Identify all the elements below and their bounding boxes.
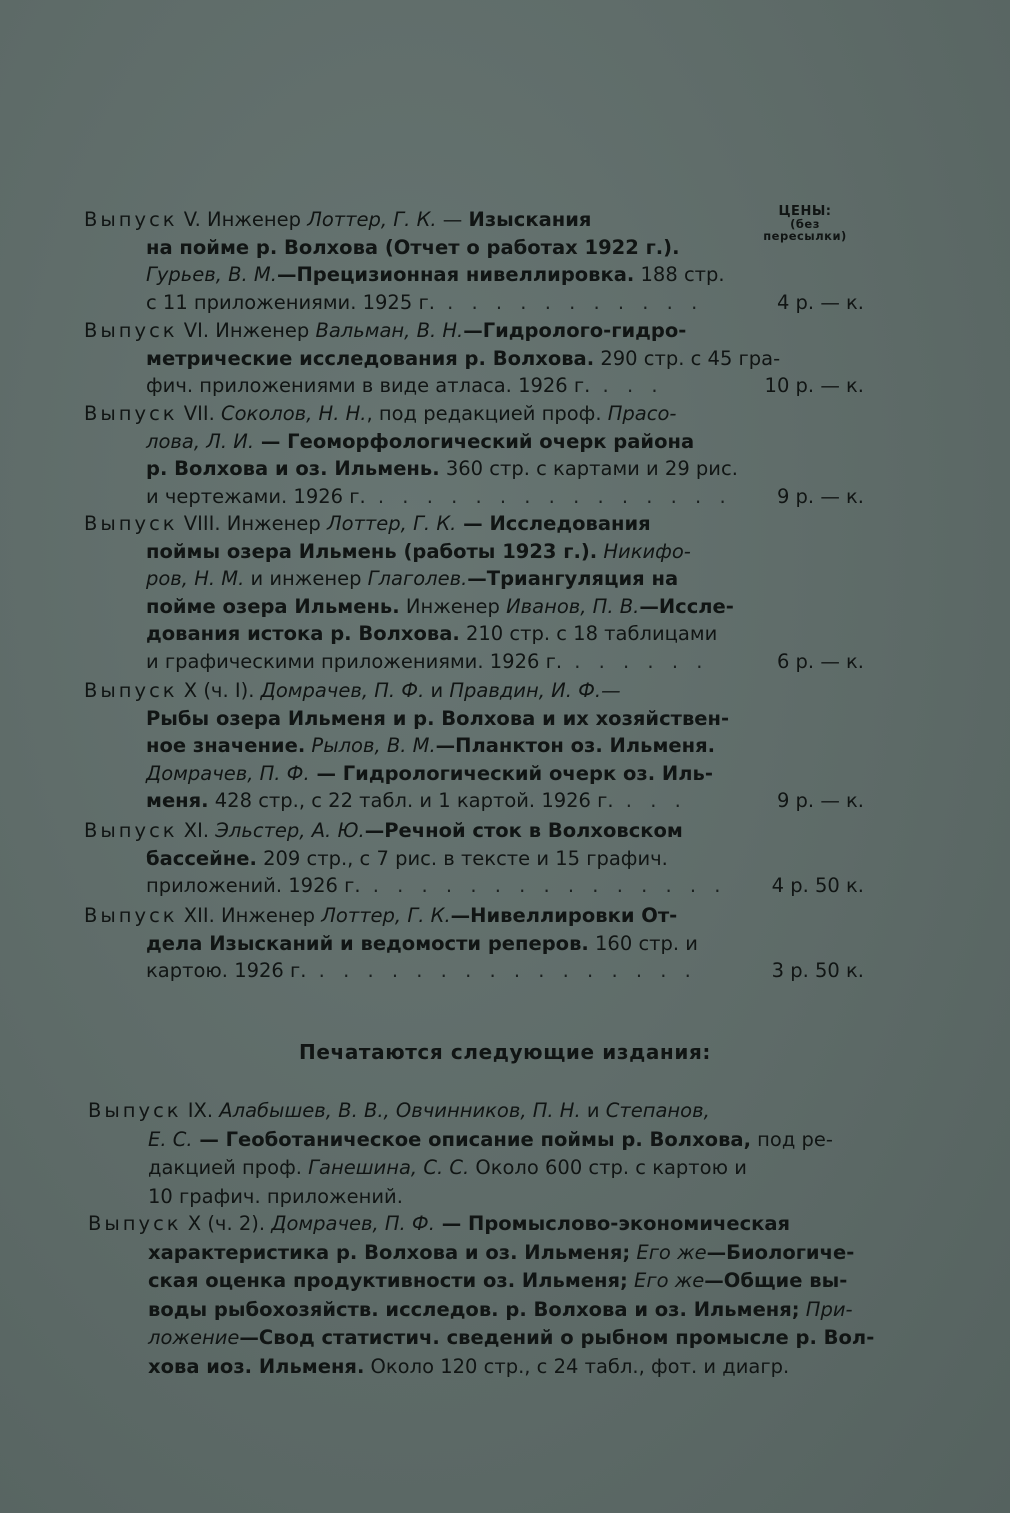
title: р. Волхова и оз. Ильмень. xyxy=(146,457,440,480)
author: Правдин, И. Ф.— xyxy=(449,679,621,702)
author: Никифо- xyxy=(597,539,691,563)
author: Домрачев, П. Ф. xyxy=(271,1212,435,1235)
entry-issue-xi xyxy=(84,817,874,900)
issue-number: VI. Инженер xyxy=(177,319,316,342)
title: воды рыбохозяйств. исследов. р. Волхова и оз. Ильменя; xyxy=(148,1297,800,1321)
entry-issue-v xyxy=(84,206,874,316)
title: на пойме р. Волхова (Отчет о работах 1922 г.). xyxy=(146,235,680,259)
author: ложение xyxy=(148,1326,240,1349)
description: и xyxy=(424,679,450,702)
title: —Речной сток в Волховском xyxy=(364,819,683,842)
description: Инженер xyxy=(399,594,507,618)
leader-dots: . . . . . . . . . . . xyxy=(434,290,704,314)
author: ров, Н. М. xyxy=(146,567,245,590)
price: 10 р. — к. xyxy=(764,374,864,397)
title: —Свод статистич. сведений о рыбном промысле р. Вол- xyxy=(239,1326,875,1349)
issue-label: Выпуск xyxy=(84,402,178,425)
prices-header-line3: пересылки) xyxy=(763,229,847,243)
author: Гурьев, В. М. xyxy=(146,263,277,286)
title: характеристика р. Волхова и оз. Ильменя; xyxy=(148,1240,631,1264)
issue-number: XI. xyxy=(177,819,216,842)
author: Прасо- xyxy=(607,402,677,425)
author: Алабышев, В. В., Овчинников, П. Н. xyxy=(219,1099,581,1122)
description: дакцией проф. xyxy=(148,1156,309,1179)
description: 209 стр., с 7 рис. в тексте и 15 графич. xyxy=(256,846,668,870)
issue-number: IX. xyxy=(181,1099,220,1122)
issue-number: XII. Инженер xyxy=(177,904,322,927)
description: 360 стр. с картами и 29 рис. xyxy=(439,457,738,480)
description: с 11 приложениями. 1925 г. xyxy=(146,290,435,314)
issue-label: Выпуск xyxy=(84,819,178,842)
price: 4 р. — к. xyxy=(776,290,864,314)
issue-label: Выпуск xyxy=(84,904,178,927)
entry-issue-vi xyxy=(84,317,874,400)
author: Эльстер, А. Ю. xyxy=(215,819,365,842)
author: Его же xyxy=(627,1269,705,1292)
leader-dots: . . . xyxy=(613,789,687,812)
issue-number: VII. xyxy=(177,402,221,425)
author: Его же xyxy=(630,1240,707,1264)
title: пойме озера Ильмень. xyxy=(146,594,400,618)
description: картою. 1926 г. xyxy=(146,959,307,982)
price: 4 р. 50 к. xyxy=(771,874,864,897)
title: — Исследования xyxy=(456,512,651,535)
prices-header-line2: (без xyxy=(790,217,820,231)
title: дела Изысканий и ведомости реперов. xyxy=(146,931,589,955)
description: Около 600 стр. с картою и xyxy=(469,1156,747,1179)
title: Изыскания xyxy=(468,208,592,231)
issue-label: Выпуск xyxy=(84,319,178,342)
title: —Триангуляция на xyxy=(467,567,679,590)
title: дования истока р. Волхова. xyxy=(146,622,460,645)
leader-dots: . . . . . . . . . . . . . . . xyxy=(365,484,732,508)
author: При- xyxy=(799,1297,853,1321)
author: Рылов, В. М. xyxy=(305,734,436,757)
title: ская оценка продуктивности оз. Ильменя; xyxy=(148,1269,628,1292)
author: Домрачев, П. Ф. xyxy=(260,679,425,702)
title: — Геоботаническое описание поймы р. Волхова, xyxy=(192,1127,751,1151)
price: 3 р. 50 к. xyxy=(771,959,864,982)
description: 210 стр. с 18 таблицами xyxy=(459,622,718,645)
issue-number: V. Инженер xyxy=(177,208,308,231)
description: , под редакцией проф. xyxy=(366,402,608,425)
title: —Общие вы- xyxy=(704,1269,848,1292)
leader-dots: . . . . . . . . . . . . . . . . xyxy=(306,959,697,982)
author: Вальман, В. Н. xyxy=(315,319,464,342)
entry-issue-vii xyxy=(84,400,874,510)
issue-label: Выпуск xyxy=(84,208,178,231)
title: метрические исследования р. Волхова. xyxy=(146,346,595,370)
description: и инженер xyxy=(244,567,368,590)
description: Около 120 стр., с 24 табл., фот. и диагр. xyxy=(364,1354,790,1378)
leader-dots: . . . . . . . . . . . . . . . xyxy=(360,874,727,897)
description: и графическими приложениями. 1926 г. xyxy=(146,649,563,673)
description: 10 графич. приложений. xyxy=(148,1184,403,1208)
leader-dots: . . . xyxy=(590,374,664,397)
title: Рыбы озера Ильменя и р. Волхова и их хозяйствен- xyxy=(146,706,730,730)
author: Домрачев, П. Ф. xyxy=(146,761,310,785)
author: Ганешина, С. С. xyxy=(308,1156,470,1179)
title: — Гидрологический очерк оз. Иль- xyxy=(309,761,713,785)
description: 428 стр., с 22 табл. и 1 картой. 1926 г. xyxy=(208,789,614,812)
author: лова, Л. И. xyxy=(146,429,255,453)
author: Глаголев. xyxy=(367,567,468,590)
title: — Геоморфологический очерк района xyxy=(254,429,695,453)
price: 9 р. — к. xyxy=(776,789,864,812)
dash: — xyxy=(436,208,469,231)
author: Е. С. xyxy=(148,1127,193,1151)
description: приложений. 1926 г. xyxy=(146,874,361,897)
title: —Гидролого-гидро- xyxy=(463,319,687,342)
description: и чертежами. 1926 г. xyxy=(146,484,366,508)
upcoming-issue-ix xyxy=(88,1097,868,1211)
author: Лоттер, Г. К. xyxy=(326,512,457,535)
title: —Нивеллировки От- xyxy=(450,904,678,927)
issue-label: Выпуск xyxy=(88,1212,182,1235)
author: Соколов, Н. Н. xyxy=(221,402,367,425)
issue-label: Выпуск xyxy=(84,512,178,535)
issue-number: X (ч. 2). xyxy=(181,1212,272,1235)
author: Лоттер, Г. К. xyxy=(321,904,451,927)
title: —Планктон оз. Ильменя. xyxy=(435,734,716,757)
issue-number: X (ч. I). xyxy=(177,679,261,702)
title: —Биологиче- xyxy=(706,1240,855,1264)
issue-label: Выпуск xyxy=(84,679,178,702)
description: под ре- xyxy=(750,1127,833,1151)
price: 6 р. — к. xyxy=(776,649,864,673)
entry-issue-x-part1 xyxy=(84,677,874,815)
title: хова иоз. Ильменя. xyxy=(148,1354,365,1378)
description: и xyxy=(580,1099,606,1122)
title: бассейне. xyxy=(146,846,257,870)
description: фич. приложениями в виде атласа. 1926 г. xyxy=(146,374,591,397)
author: Лоттер, Г. К. xyxy=(307,208,437,231)
title: поймы озера Ильмень (работы 1923 г.). xyxy=(146,539,598,563)
description: 188 стр. xyxy=(634,263,725,286)
price: 9 р. — к. xyxy=(776,484,864,508)
title: —Иссле- xyxy=(639,594,734,618)
author: Иванов, П. В. xyxy=(506,594,640,618)
issue-number: VIII. Инженер xyxy=(177,512,327,535)
description: 160 стр. и xyxy=(588,931,698,955)
description: 290 стр. с 45 гра- xyxy=(594,346,781,370)
entry-issue-xii xyxy=(84,902,874,985)
title: ное значение. xyxy=(146,734,306,757)
issue-label: Выпуск xyxy=(88,1099,182,1122)
leader-dots: . . . . . . xyxy=(562,649,709,673)
upcoming-issue-x-part2 xyxy=(88,1210,875,1381)
entry-issue-viii xyxy=(84,510,874,675)
title: — Промыслово-экономическая xyxy=(434,1212,791,1235)
section-heading: Печатаются следующие издания: xyxy=(298,1040,712,1064)
prices-header-line1: ЦЕНЫ: xyxy=(778,204,832,219)
title: меня. xyxy=(146,789,209,812)
title: —Прецизионная нивеллировка. xyxy=(276,263,635,286)
author: Степанов, xyxy=(605,1099,710,1122)
